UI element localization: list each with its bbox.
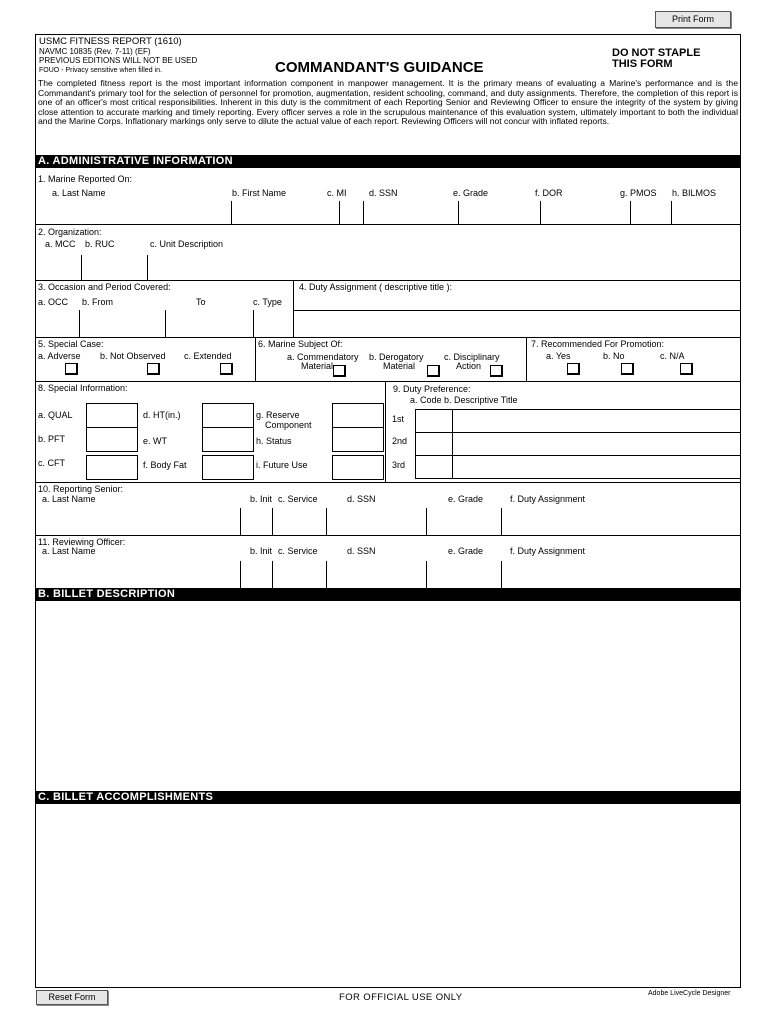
s9-columns-label: a. Code b. Descriptive Title xyxy=(410,395,518,405)
s8-wt-label: e. WT xyxy=(143,436,167,446)
s3-to-label: To xyxy=(196,297,206,307)
ro-last-name-input[interactable] xyxy=(36,561,241,588)
staple-warning-2: THIS FORM xyxy=(612,58,673,70)
s8-label: 8. Special Information: xyxy=(38,383,128,393)
print-form-button[interactable]: Print Form xyxy=(655,11,731,28)
ro-init-input[interactable] xyxy=(241,561,273,588)
pft-input[interactable] xyxy=(86,427,138,452)
s6-commendatory-label-2: Material xyxy=(301,361,334,371)
ro-ssn-input[interactable] xyxy=(327,561,427,588)
occ-input[interactable] xyxy=(36,310,80,337)
rs-grade-input[interactable] xyxy=(427,508,502,535)
s5-adverse-label: a. Adverse xyxy=(38,351,81,361)
s4-label: 4. Duty Assignment ( descriptive title ): xyxy=(299,282,453,292)
s1-pmos-label: g. PMOS xyxy=(620,188,657,198)
s7-label: 7. Recommended For Promotion: xyxy=(531,339,665,349)
cft-input[interactable] xyxy=(86,455,138,480)
mi-input[interactable] xyxy=(340,201,364,224)
bilmos-input[interactable] xyxy=(672,201,740,224)
s11-last-label: a. Last Name xyxy=(42,546,96,556)
s10-service-label: c. Service xyxy=(278,494,318,504)
s1-label: 1. Marine Reported On: xyxy=(38,174,133,184)
s9-3rd-label: 3rd xyxy=(392,460,406,470)
ro-duty-input[interactable] xyxy=(502,561,740,588)
section-b-header: B. BILLET DESCRIPTION xyxy=(35,588,741,601)
status-input[interactable] xyxy=(332,427,384,452)
s2-mcc-label: a. MCC xyxy=(45,239,76,249)
commendatory-checkbox[interactable] xyxy=(333,365,346,377)
s7-na-label: c. N/A xyxy=(660,351,685,361)
rs-init-input[interactable] xyxy=(241,508,273,535)
s6-derogatory-label: b. Derogatory xyxy=(369,352,424,362)
s3-type-label: c. Type xyxy=(253,297,282,307)
section-a-header: A. ADMINISTRATIVE INFORMATION xyxy=(35,155,741,168)
s11-ssn-label: d. SSN xyxy=(347,546,376,556)
s5-extended-label: c. Extended xyxy=(184,351,232,361)
s6-disciplinary-label-2: Action xyxy=(456,361,482,371)
pmos-input[interactable] xyxy=(631,201,672,224)
first-name-input[interactable] xyxy=(232,201,340,224)
billet-description-textarea[interactable] xyxy=(37,602,739,790)
s2-label: 2. Organization: xyxy=(38,227,102,237)
extended-checkbox[interactable] xyxy=(220,363,233,375)
s9-label: 9. Duty Preference: xyxy=(393,384,471,394)
s9-2nd-label: 2nd xyxy=(392,436,408,446)
s10-init-label: b. Init xyxy=(250,494,273,504)
to-date-input[interactable] xyxy=(166,310,254,337)
mcc-input[interactable] xyxy=(36,255,82,280)
s3-label: 3. Occasion and Period Covered: xyxy=(38,282,171,292)
qual-input[interactable] xyxy=(86,403,138,428)
reset-form-button[interactable]: Reset Form xyxy=(36,990,108,1005)
s8-qual-label: a. QUAL xyxy=(38,410,73,420)
disciplinary-checkbox[interactable] xyxy=(490,365,503,377)
section-c-header: C. BILLET ACCOMPLISHMENTS xyxy=(35,791,741,804)
ro-grade-input[interactable] xyxy=(427,561,502,588)
s11-grade-label: e. Grade xyxy=(448,546,484,556)
grade-input[interactable] xyxy=(459,201,541,224)
s1-grade-label: e. Grade xyxy=(453,188,489,198)
promotion-yes-checkbox[interactable] xyxy=(567,363,580,375)
pref3-title-input[interactable] xyxy=(452,455,741,479)
pref1-title-input[interactable] xyxy=(452,409,741,433)
ssn-input[interactable] xyxy=(364,201,459,224)
ro-service-input[interactable] xyxy=(273,561,327,588)
privacy-note: FOUO - Privacy sensitive when filled in. xyxy=(39,67,162,74)
s7-no-label: b. No xyxy=(603,351,625,361)
s2-unit-label: c. Unit Description xyxy=(150,239,224,249)
s11-init-label: b. Init xyxy=(250,546,273,556)
s11-label: 11. Reviewing Officer: xyxy=(38,537,126,547)
intro-paragraph: The completed fitness report is the most important information component in manpower management. It is the primary means of evaluating a Marine's performance and is the Commandant's primary tool for the selection of personnel for promotion, augmentation, resident schooling, command, and duty assignments. Therefore, the completion of this report is one of an officer's most critical responsibilities. Inherent in this duty is the commitment of each Reporting Senior and Reviewing Officer to ensure the integrity of the system by giving close attention to accurate marking and timely reporting. Every officer serves a role in the scrupulous maintenance of this evaluation system, ultimately important to both the individual and the Marine Corps. Inflationary markings only serve to dilute the actual value of each report. Reviewing Officers will not concur with inflated reports. xyxy=(38,78,738,127)
type-input[interactable] xyxy=(254,310,294,337)
future-use-input[interactable] xyxy=(332,455,384,480)
s1-dor-label: f. DOR xyxy=(535,188,563,198)
s1-mi-label: c. MI xyxy=(327,188,347,198)
s8-bodyfat-label: f. Body Fat xyxy=(143,460,187,470)
s6-disciplinary-label: c. Disciplinary xyxy=(444,352,500,362)
s3-from-label: b. From xyxy=(82,297,114,307)
ruc-input[interactable] xyxy=(82,255,148,280)
s11-duty-label: f. Duty Assignment xyxy=(510,546,586,556)
s10-label: 10. Reporting Senior: xyxy=(38,484,124,494)
rs-last-name-input[interactable] xyxy=(36,508,241,535)
s8-status-label: h. Status xyxy=(256,436,292,446)
unit-description-input[interactable] xyxy=(148,255,740,280)
staple-warning-1: DO NOT STAPLE xyxy=(612,47,701,59)
rs-service-input[interactable] xyxy=(273,508,327,535)
s1-first-name-label: b. First Name xyxy=(232,188,287,198)
rs-ssn-input[interactable] xyxy=(327,508,427,535)
weight-input[interactable] xyxy=(202,427,254,452)
s10-last-label: a. Last Name xyxy=(42,494,96,504)
s5-not-observed-label: b. Not Observed xyxy=(100,351,166,361)
s6-label: 6. Marine Subject Of: xyxy=(258,339,343,349)
s11-service-label: c. Service xyxy=(278,546,318,556)
body-fat-input[interactable] xyxy=(202,455,254,480)
promotion-na-checkbox[interactable] xyxy=(680,363,693,375)
promotion-no-checkbox[interactable] xyxy=(621,363,634,375)
adverse-checkbox[interactable] xyxy=(65,363,78,375)
s9-1st-label: 1st xyxy=(392,414,405,424)
reserve-component-input[interactable] xyxy=(332,403,384,428)
from-date-input[interactable] xyxy=(80,310,166,337)
pref2-code-input[interactable] xyxy=(415,432,453,456)
page-title: COMMANDANT'S GUIDANCE xyxy=(275,59,484,76)
s6-commendatory-label: a. Commendatory xyxy=(287,352,359,362)
s10-duty-label: f. Duty Assignment xyxy=(510,494,586,504)
s6-derogatory-label-2: Material xyxy=(383,361,416,371)
form-number: NAVMC 10835 (Rev. 7-11) (EF) xyxy=(39,47,151,56)
s8-pft-label: b. PFT xyxy=(38,434,66,444)
s7-yes-label: a. Yes xyxy=(546,351,571,361)
s1-bilmos-label: h. BILMOS xyxy=(672,188,717,198)
pref3-code-input[interactable] xyxy=(415,455,453,479)
s5-label: 5. Special Case: xyxy=(38,339,104,349)
s8-reserve-label-2: Component xyxy=(265,420,312,430)
duty-assignment-input[interactable] xyxy=(294,310,740,337)
s2-ruc-label: b. RUC xyxy=(85,239,115,249)
s8-reserve-label: g. Reserve xyxy=(256,410,300,420)
rs-duty-input[interactable] xyxy=(502,508,740,535)
s1-ssn-label: d. SSN xyxy=(369,188,398,198)
last-name-input[interactable] xyxy=(36,201,232,224)
derogatory-checkbox[interactable] xyxy=(427,365,440,377)
s8-ht-label: d. HT(in.) xyxy=(143,410,181,420)
s3-occ-label: a. OCC xyxy=(38,297,69,307)
s10-ssn-label: d. SSN xyxy=(347,494,376,504)
s10-grade-label: e. Grade xyxy=(448,494,484,504)
footer-designer: Adobe LiveCycle Designer xyxy=(648,990,731,997)
s8-cft-label: c. CFT xyxy=(38,458,65,468)
pref2-title-input[interactable] xyxy=(452,432,741,456)
billet-accomplishments-textarea[interactable] xyxy=(37,805,739,987)
footer-fouo: FOR OFFICIAL USE ONLY xyxy=(339,992,463,1003)
s8-future-label: i. Future Use xyxy=(256,460,308,470)
not-observed-checkbox[interactable] xyxy=(147,363,160,375)
previous-editions-note: PREVIOUS EDITIONS WILL NOT BE USED xyxy=(39,56,198,65)
height-input[interactable] xyxy=(202,403,254,428)
dor-input[interactable] xyxy=(541,201,631,224)
form-id: USMC FITNESS REPORT (1610) xyxy=(39,36,182,47)
s1-last-name-label: a. Last Name xyxy=(52,188,106,198)
pref1-code-input[interactable] xyxy=(415,409,453,433)
